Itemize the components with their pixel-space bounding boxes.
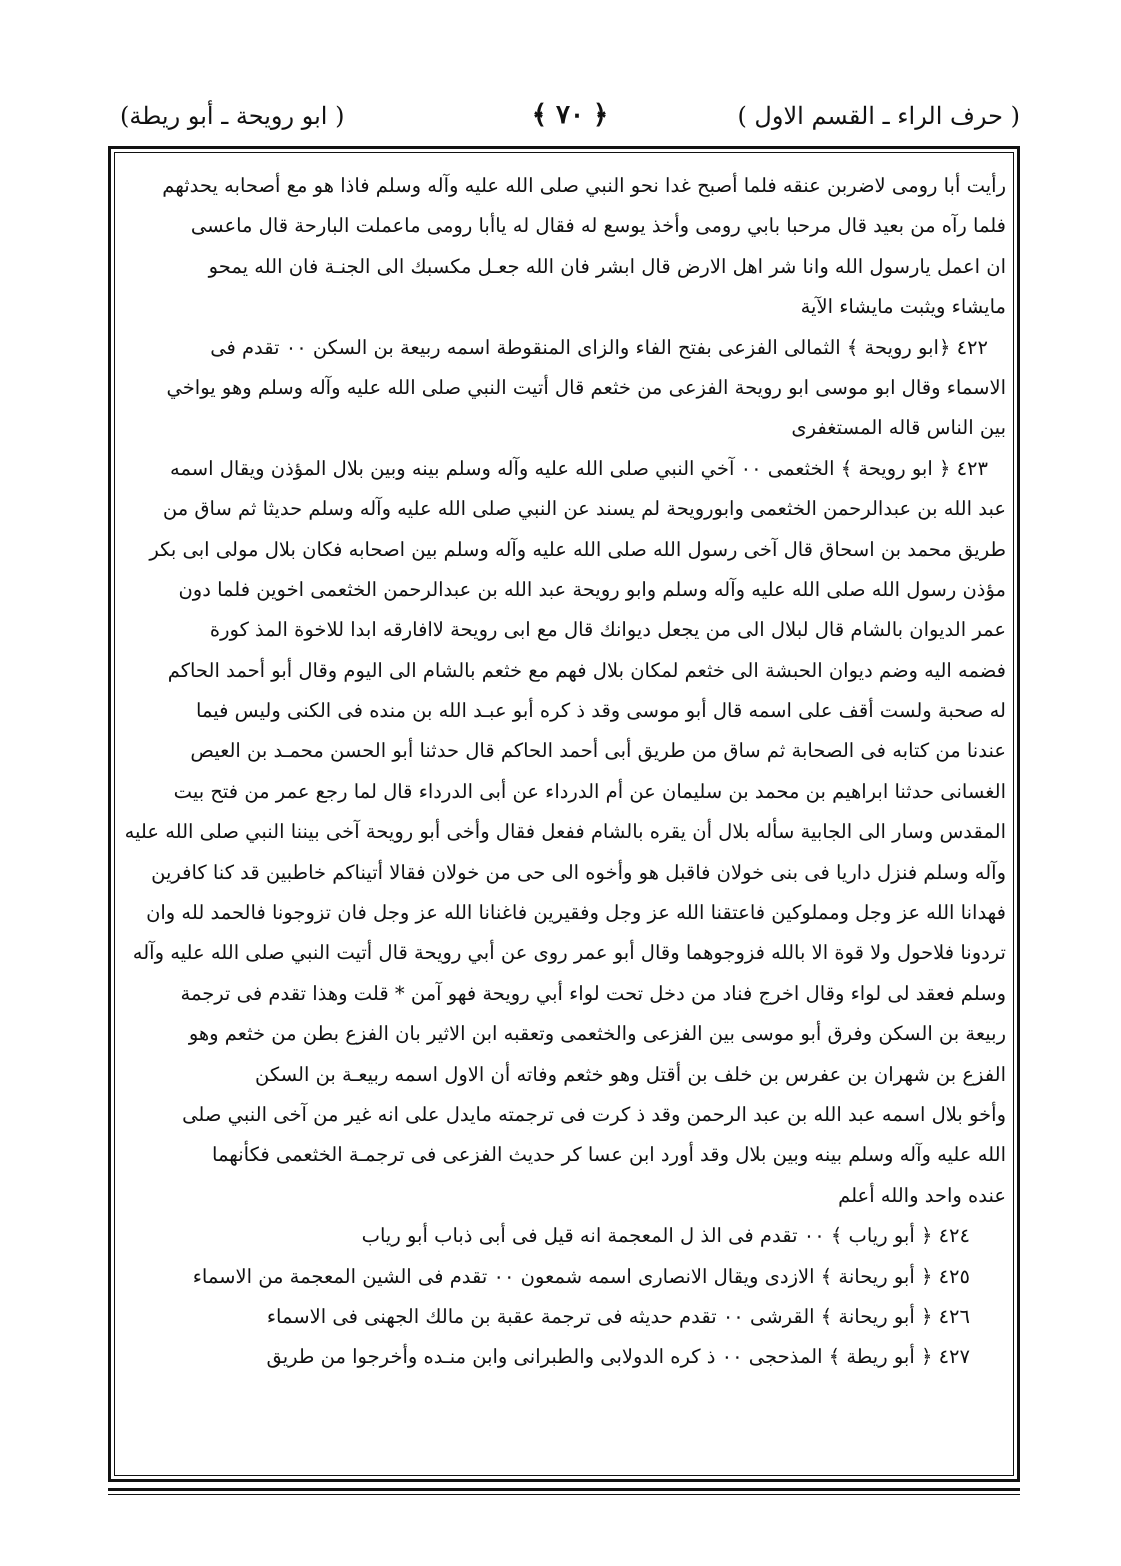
text-line: عنده واحد والله أعلم — [838, 1183, 1006, 1207]
text-line: عمر الديوان بالشام قال لبلال الى من يجعل ديوانك قال مع ابى رويحة لاافارقه ابدا للاخوة المذ كورة — [209, 618, 1006, 642]
header-section-title: ( حرف الراء ـ القسم الاول ) — [737, 102, 1020, 130]
text-line: الله عليه وآله وسلم بينه وبين بلال وقد أورد ابن عسا كر حديث الفزعى فى ترجمـة الخثعمى فكأنهما — [212, 1143, 1006, 1167]
text-line: تردونا فلاحول ولا قوة الا بالله فزوجوهما وقال أبو عمر روى عن أبي رويحة قال أتيت النبي صلى الله عليه وآله — [132, 941, 1006, 965]
text-line: له صحبة ولست أقف على اسمه قال أبو موسى وقد ذ كره أبو عبـد الله بن منده فى الكنى وليس فيما — [196, 699, 1006, 723]
entry-426-line: ٤٢٦ ﴿ أبو ريحانة ﴾ القرشى ٠٠ تقدم حديثه فى ترجمة عقبة بن مالك الجهنى فى الاسماء — [266, 1304, 970, 1328]
text-line: رأيت أبا رومى لاضربن عنقه فلما أصبح غدا نحو النبي صلى الله عليه وآله وسلم فاذا هو مع أصحابه يحدثهم — [162, 174, 1006, 197]
text-line: مؤذن رسول الله صلى الله عليه وآله وسلم وابو رويحة عبد الله بن عبدالرحمن الخثعمى اخوين فلما دون — [178, 577, 1006, 601]
text-line: بين الناس قاله المستغفرى — [791, 416, 1006, 440]
text-body — [122, 166, 1006, 1378]
short-entries — [122, 1216, 1006, 1378]
text-line: الفزع بن شهران بن عفرس بن خلف بن أقتل وهو خثعم وفاته أن الاول اسمه ربيعـة بن السكن — [255, 1062, 1006, 1086]
text-line: ان اعمل يارسول الله وانا شر اهل الارض قال ابشر فان الله جعـل مكسبك الى الجنـة فان الله يمحو — [208, 254, 1006, 278]
text-line: وآله وسلم فنزل داريا فى بنى خولان فاقبل هو وأخوه الى حى من خولان فقالا أتيناكم خاطبين قد كنا كافرين — [151, 860, 1006, 884]
text-line: الغسانى حدثنا ابراهيم بن محمد بن سليمان عن أم الدرداء عن أبى الدرداء قال لما رجع عمر من فتح بيت — [173, 779, 1006, 803]
entry-422-line: ٤٢٢ ﴿ابو رويحة ﴾ الثمالى الفزعى بفتح الفاء والزاى المنقوطة اسمه ربيعة بن السكن ٠٠ تقدم فى — [210, 335, 988, 359]
page-number: ﴿ ٧٠ ﴾ — [531, 100, 609, 130]
text-line: وأخو بلال اسمه عبد الله بن عبد الرحمن وقد ذ كرت فى ترجمته مايدل على انه غير من آخى النبي صلى — [182, 1102, 1006, 1126]
text-line: وسلم فعقد لى لواء وقال اخرج فناد من دخل تحت لواء أبي رويحة فهو آمن * قلت وهذا تقدم فى ترجمة — [180, 981, 1006, 1005]
entry-424-line: ٤٢٤ ﴿ أبو رياب ﴾ ٠٠ تقدم فى الذ ل المعجمة انه قيل فى أبى ذباب أبو رياب — [361, 1224, 970, 1248]
bottom-rule-thin — [108, 1494, 1020, 1495]
running-header — [120, 96, 1020, 144]
text-line: فلما رآه من بعيد قال مرحبا بابي رومى وأخذ يوسع له فقال له ياأبا رومى ماعملت البارحة قال ماعسى — [190, 214, 1006, 238]
bottom-rule — [108, 1488, 1020, 1491]
text-line: فضمه اليه وضم ديوان الحبشة الى خثعم لمكان بلال فهم مع خثعم بالشام الى اليوم وقال أبو أحمد الحاكم — [167, 658, 1006, 682]
text-line: عبد الله بن عبدالرحمن الخثعمى وابورويحة لم يسند عن النبي صلى الله عليه وآله وسلم حديثا ثم ساق من — [162, 497, 1006, 521]
text-line: فهدانا الله عز وجل ومملوكين فاعتقنا الله عز وجل وفقيرين فاغنانا الله عز وجل فان تزوجونا فالحمد لله وان — [146, 901, 1006, 925]
entry-423-line: ٤٢٣ ﴿ ابو رويحة ﴾ الخثعمى ٠٠ آخي النبي صلى الله عليه وآله وسلم بينه وبين بلال المؤذن ويقال اسمه — [170, 456, 988, 480]
text-line: طريق محمد بن اسحاق قال آخى رسول الله صلى الله عليه وآله وسلم بين اصحابه فكان بلال مولى ابى بكر — [149, 537, 1006, 561]
entry-425-line: ٤٢٥ ﴿ أبو ريحانة ﴾ الازدى ويقال الانصارى اسمه شمعون ٠٠ تقدم فى الشين المعجمة من الاسماء — [192, 1264, 970, 1288]
text-line: الاسماء وقال ابو موسى ابو رويحة الفزعى من خثعم قال أتيت النبي صلى الله عليه وآله وسلم وهو يواخي — [166, 375, 1006, 399]
entry-427-line: ٤٢٧ ﴿ أبو ريطة ﴾ المذحجى ٠٠ ذ كره الدولابى والطبرانى وابن منـده وأخرجوا من طريق — [266, 1345, 970, 1369]
header-entry-range: ( ابو رويحة ـ أبو ريطة) — [120, 102, 345, 130]
text-line: ربيعة بن السكن وفرق أبو موسى بين الفزعى والخثعمى وتعقبه ابن الاثير بان الفزع بطن من خثعم وهو — [188, 1022, 1006, 1046]
text-line: المقدس وسار الى الجابية سأله بلال أن يقره بالشام ففعل فقال وأخى أبو رويحة آخى بيننا النبي صلى الله عليه — [124, 820, 1006, 844]
text-line: مايشاء ويثبت مايشاء الآية — [800, 295, 1006, 319]
text-line: عندنا من كتابه فى الصحابة ثم ساق من طريق أبى أحمد الحاكم قال حدثنا أبو الحسن محمـد بن العيص — [190, 739, 1006, 763]
